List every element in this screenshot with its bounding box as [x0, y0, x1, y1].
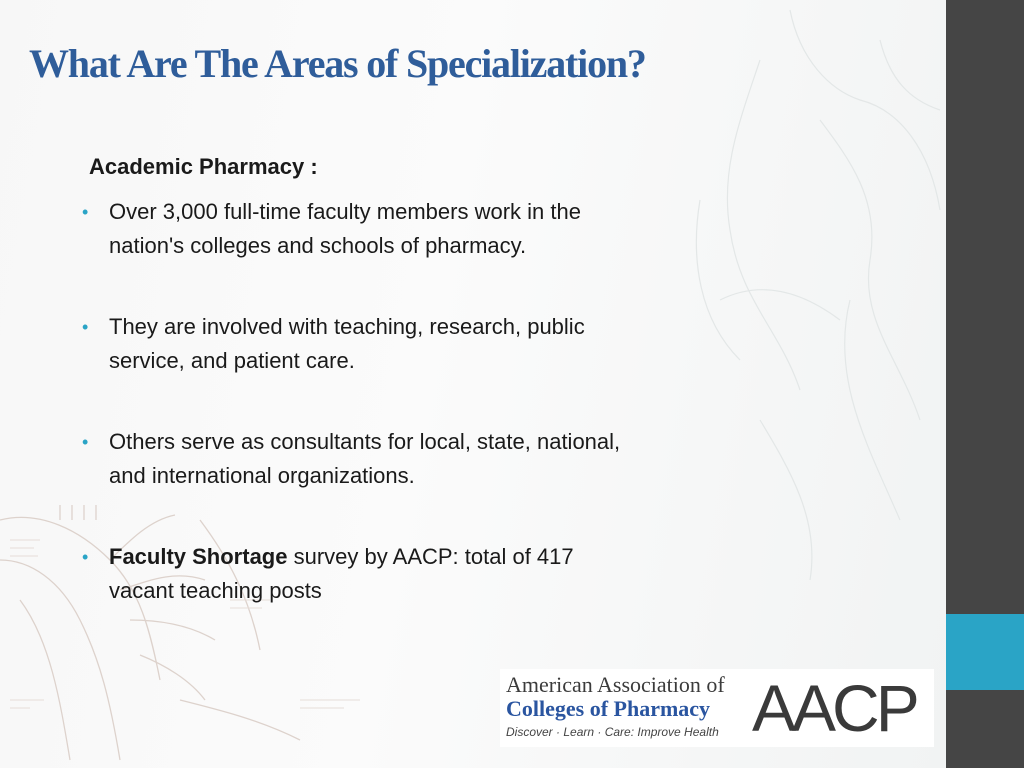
bullet-list — [82, 195, 622, 655]
bullet-text: Over 3,000 full-time faculty members work in the nation's colleges and schools of pharmacy. — [109, 199, 581, 258]
bullet-bold-text: Faculty Shortage — [109, 544, 288, 569]
bullet-text: They are involved with teaching, research, public service, and patient care. — [109, 314, 585, 373]
sidebar-accent-block — [946, 614, 1024, 690]
bullet-text: Others serve as consultants for local, state, national, and international organizations. — [109, 429, 621, 488]
list-item — [82, 310, 589, 378]
bullet-icon: • — [82, 202, 89, 222]
section-subheading: Academic Pharmacy : — [89, 154, 318, 179]
logo-wordmark — [506, 673, 725, 739]
list-item — [82, 195, 622, 263]
bullet-icon: • — [82, 432, 89, 452]
list-item — [82, 425, 622, 493]
logo-acronym-mark: AACP — [752, 671, 916, 745]
right-sidebar-bar — [946, 0, 1024, 768]
aacp-logo — [500, 669, 934, 747]
bullet-icon: • — [82, 317, 89, 337]
slide-title: What Are The Areas of Specialization? — [29, 41, 646, 86]
list-item — [82, 540, 622, 608]
bullet-text: survey by AACP: total of 417 vacant teaching posts — [109, 544, 574, 603]
bullet-icon: • — [82, 547, 89, 567]
logo-line-colleges: Colleges of Pharmacy — [506, 696, 711, 721]
logo-tagline: Discover · Learn · Care: Improve Health — [506, 725, 719, 739]
logo-line-organization: American Association of — [506, 672, 725, 697]
